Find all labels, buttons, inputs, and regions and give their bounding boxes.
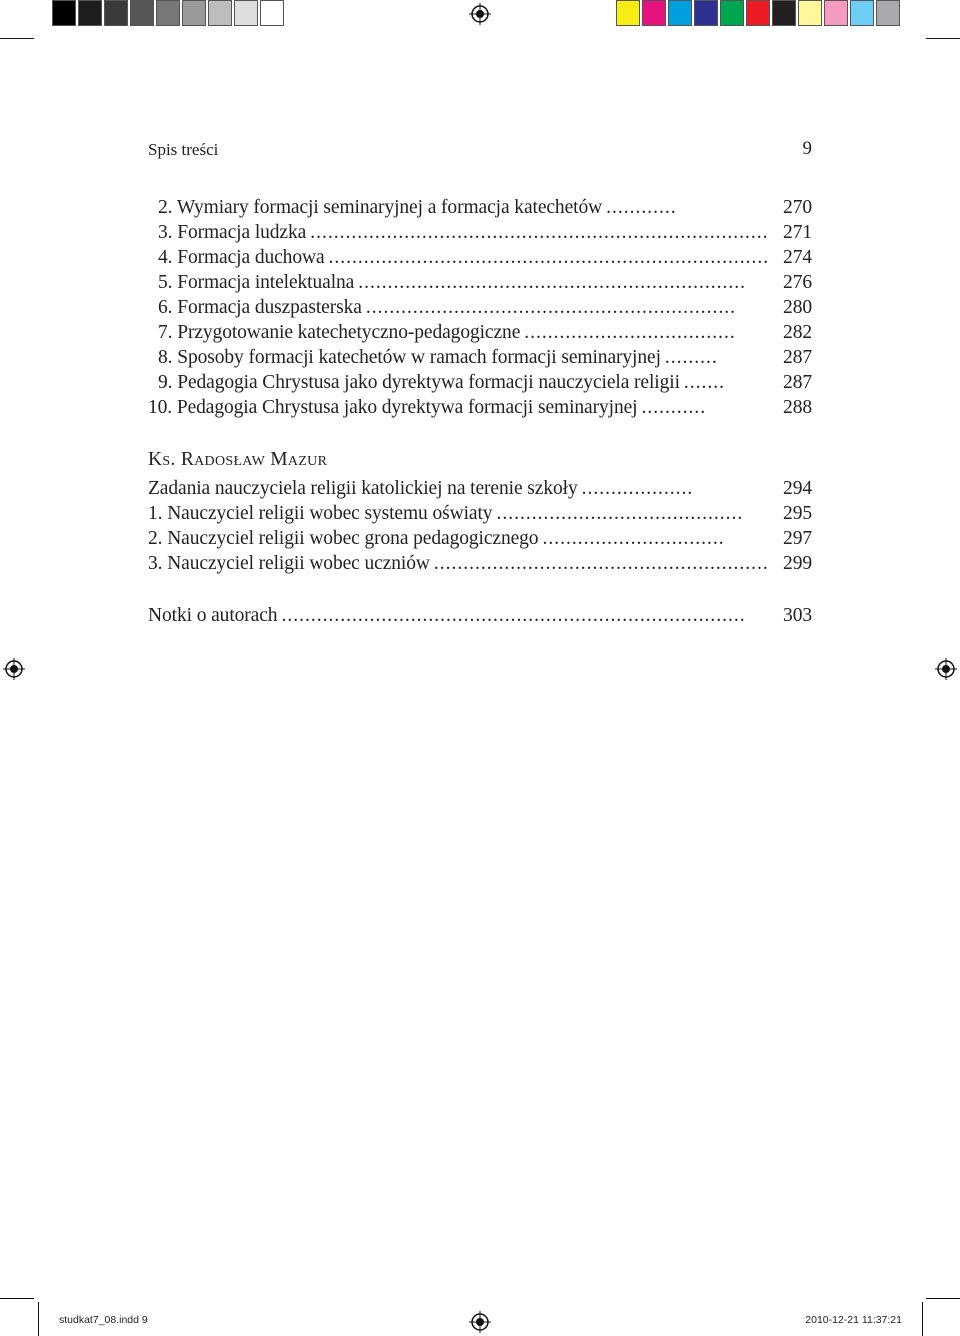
- toc-leader-dots: ..........................................: [496, 503, 744, 524]
- toc-leader-dots: ...............................................................................: [281, 605, 746, 626]
- toc-entry-label: 2. Nauczyciel religii wobec grona pedagogicznego: [148, 528, 539, 549]
- registration-mark-icon: [935, 658, 957, 680]
- toc-entry-page: 288: [783, 397, 812, 418]
- toc-entry: [148, 605, 812, 630]
- toc-entry: [148, 372, 812, 397]
- page-number: 9: [802, 138, 812, 159]
- toc-leader-dots: .........................................................: [433, 553, 769, 574]
- toc-entry-label: 9. Pedagogia Chrystusa jako dyrektywa formacji nauczyciela religii: [158, 372, 680, 393]
- color-swatch: [746, 0, 770, 26]
- toc-entry-page: 303: [783, 605, 812, 626]
- gray-swatch: [156, 0, 180, 26]
- toc-entry-label: 5. Formacja intelektualna: [158, 272, 355, 293]
- toc-entry-page: 287: [783, 347, 812, 368]
- toc-entry: [148, 272, 812, 297]
- crop-mark: [922, 1302, 923, 1336]
- crop-mark: [38, 1302, 39, 1336]
- toc-entry: [148, 322, 812, 347]
- crop-mark: [926, 1298, 960, 1299]
- toc-entry: [148, 503, 812, 528]
- toc-leader-dots: .........: [664, 347, 718, 368]
- gray-swatch: [182, 0, 206, 26]
- gray-swatch: [130, 0, 154, 26]
- toc-entry: [148, 553, 812, 578]
- gray-swatch: [52, 0, 76, 26]
- toc-entry: [148, 197, 812, 222]
- color-swatch: [876, 0, 900, 26]
- toc-leader-dots: .......: [683, 372, 726, 393]
- toc-entry-page: 276: [783, 272, 812, 293]
- toc-entry-page: 295: [783, 503, 812, 524]
- toc-leader-dots: ..............................................................................: [310, 222, 769, 243]
- registration-mark-icon: [3, 658, 25, 680]
- toc-entry-label: Notki o autorach: [148, 605, 278, 626]
- toc-entry-page: 299: [783, 553, 812, 574]
- toc-entry: [148, 222, 812, 247]
- toc-leader-dots: ...................: [581, 478, 694, 499]
- crop-mark: [926, 38, 960, 39]
- color-swatch: [772, 0, 796, 26]
- toc-entry: [148, 297, 812, 322]
- toc-entry-page: 280: [783, 297, 812, 318]
- toc-leader-dots: ...........: [641, 397, 707, 418]
- toc-leader-dots: ...........................................................................: [328, 247, 770, 268]
- slug-filename: studkat7_08.indd 9: [59, 1314, 148, 1326]
- toc-entry-label: 6. Formacja duszpasterska: [158, 297, 362, 318]
- toc-entry-page: 271: [783, 222, 812, 243]
- gray-swatch: [208, 0, 232, 26]
- process-color-bar: [616, 0, 902, 29]
- toc-entry-label: 3. Formacja ludzka: [158, 222, 307, 243]
- toc-entry-page: 287: [783, 372, 812, 393]
- registration-mark-icon: [469, 1311, 491, 1333]
- toc-entry-label: 8. Sposoby formacji katechetów w ramach formacji seminaryjnej: [158, 347, 661, 368]
- toc-entry: [148, 397, 812, 422]
- toc-entry-label: 3. Nauczyciel religii wobec uczniów: [148, 553, 430, 574]
- gray-swatch: [104, 0, 128, 26]
- gray-swatch: [78, 0, 102, 26]
- color-swatch: [668, 0, 692, 26]
- gray-swatch: [260, 0, 284, 26]
- slug-timestamp: 2010-12-21 11:37:21: [805, 1314, 902, 1326]
- color-swatch: [616, 0, 640, 26]
- toc-entry: [148, 478, 812, 503]
- toc-leader-dots: ............: [606, 197, 677, 218]
- toc-entry-label: 7. Przygotowanie katechetyczno-pedagogiczne: [158, 322, 521, 343]
- toc-entry-page: 297: [783, 528, 812, 549]
- crop-mark: [0, 1298, 34, 1299]
- crop-mark: [0, 38, 34, 39]
- color-swatch: [694, 0, 718, 26]
- toc-entry-label: Zadania nauczyciela religii katolickiej na terenie szkoły: [148, 478, 578, 499]
- color-swatch: [642, 0, 666, 26]
- running-head-title: Spis treści: [148, 140, 219, 159]
- toc-leader-dots: ....................................: [524, 322, 736, 343]
- chapter-author: Ks. Radosław Mazur: [148, 449, 328, 470]
- color-swatch: [798, 0, 822, 26]
- toc-entry-page: 294: [783, 478, 812, 499]
- color-swatch: [824, 0, 848, 26]
- toc-entry: [148, 347, 812, 372]
- grayscale-color-bar: [52, 0, 286, 29]
- registration-mark-icon: [469, 3, 491, 25]
- toc-entry-page: 270: [783, 197, 812, 218]
- color-swatch: [850, 0, 874, 26]
- toc-entry-label: 1. Nauczyciel religii wobec systemu oświaty: [148, 503, 493, 524]
- toc-leader-dots: ...............................................................: [365, 297, 736, 318]
- toc-entry-label: 4. Formacja duchowa: [158, 247, 325, 268]
- toc-entry: [148, 528, 812, 553]
- toc-leader-dots: ..................................................................: [358, 272, 746, 293]
- toc-entry-label: 2. Wymiary formacji seminaryjnej a formacja katechetów: [158, 197, 603, 218]
- toc-entry-label: 10. Pedagogia Chrystusa jako dyrektywa formacji seminaryjnej: [148, 397, 638, 418]
- gray-swatch: [234, 0, 258, 26]
- color-swatch: [720, 0, 744, 26]
- toc-entry: [148, 247, 812, 272]
- toc-entry-page: 274: [783, 247, 812, 268]
- toc-leader-dots: ...............................: [542, 528, 725, 549]
- toc-entry-page: 282: [783, 322, 812, 343]
